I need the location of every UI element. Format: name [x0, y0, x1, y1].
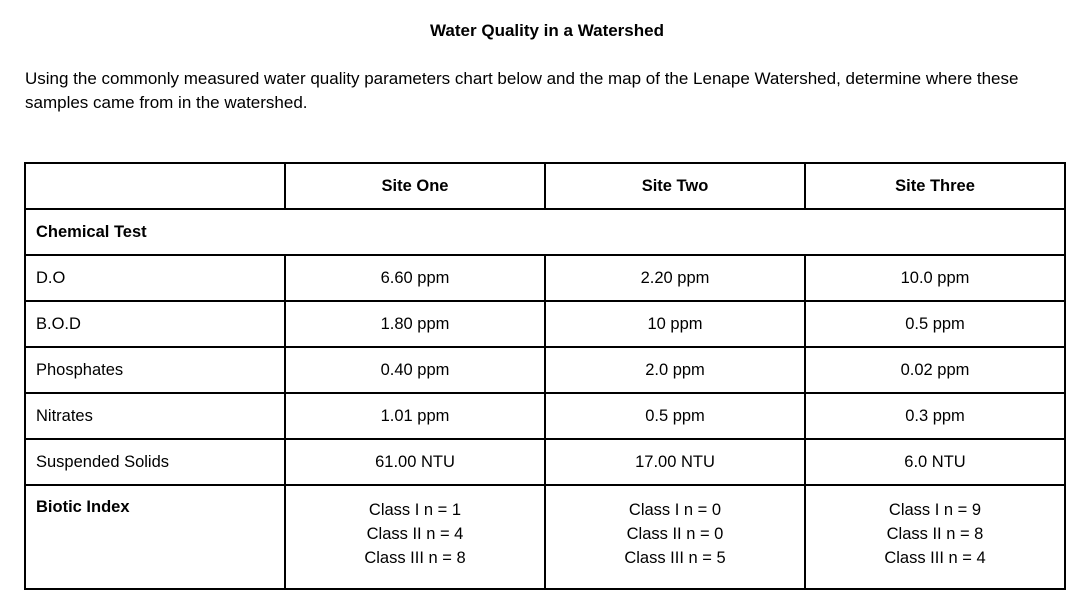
cell-bod-site-three: 0.5 ppm: [805, 301, 1065, 347]
table-header-row: [25, 163, 1065, 209]
biotic-class-ii: Class II n = 0: [626, 525, 724, 543]
water-quality-table: [24, 162, 1066, 590]
header-site-two: Site Two: [545, 163, 805, 209]
cell-phosphates-site-one: 0.40 ppm: [285, 347, 545, 393]
cell-biotic-site-three: [805, 485, 1065, 589]
biotic-class-ii: Class II n = 4: [366, 525, 464, 543]
cell-bod-site-two: 10 ppm: [545, 301, 805, 347]
table-row: [25, 439, 1065, 485]
table-row-biotic-index: [25, 485, 1065, 589]
cell-phosphates-site-two: 2.0 ppm: [545, 347, 805, 393]
cell-nitrates-site-three: 0.3 ppm: [805, 393, 1065, 439]
section-row-chemical-test: [25, 209, 1065, 255]
cell-biotic-site-one: [285, 485, 545, 589]
biotic-class-i: Class I n = 9: [888, 501, 982, 519]
cell-nitrates-site-one: 1.01 ppm: [285, 393, 545, 439]
header-cell-blank: [25, 163, 285, 209]
table-row: [25, 347, 1065, 393]
row-label-biotic-index: Biotic Index: [25, 485, 285, 589]
instructions-text: Using the commonly measured water quality parameters chart below and the map of the Lenape Watershed, determine where these samples came from in the watershed.: [25, 69, 1019, 112]
row-label-do: D.O: [25, 255, 285, 301]
cell-nitrates-site-two: 0.5 ppm: [545, 393, 805, 439]
cell-biotic-site-two: [545, 485, 805, 589]
table-row: [25, 255, 1065, 301]
row-label-bod: B.O.D: [25, 301, 285, 347]
cell-do-site-two: 2.20 ppm: [545, 255, 805, 301]
biotic-class-i: Class I n = 1: [368, 501, 462, 519]
table-row: [25, 393, 1065, 439]
table-row: [25, 301, 1065, 347]
cell-bod-site-one: 1.80 ppm: [285, 301, 545, 347]
header-site-one: Site One: [285, 163, 545, 209]
row-label-suspended-solids: Suspended Solids: [25, 439, 285, 485]
cell-do-site-one: 6.60 ppm: [285, 255, 545, 301]
biotic-class-iii: Class III n = 5: [624, 549, 726, 567]
cell-suspended-solids-site-one: 61.00 NTU: [285, 439, 545, 485]
row-label-nitrates: Nitrates: [25, 393, 285, 439]
biotic-class-ii: Class II n = 8: [886, 525, 984, 543]
biotic-class-iii: Class III n = 4: [884, 549, 986, 567]
page-title: Water Quality in a Watershed: [430, 21, 664, 40]
row-label-phosphates: Phosphates: [25, 347, 285, 393]
biotic-class-iii: Class III n = 8: [364, 549, 466, 567]
cell-do-site-three: 10.0 ppm: [805, 255, 1065, 301]
cell-phosphates-site-three: 0.02 ppm: [805, 347, 1065, 393]
cell-suspended-solids-site-two: 17.00 NTU: [545, 439, 805, 485]
cell-suspended-solids-site-three: 6.0 NTU: [805, 439, 1065, 485]
header-site-three: Site Three: [805, 163, 1065, 209]
biotic-class-i: Class I n = 0: [628, 501, 722, 519]
section-label-chemical-test: Chemical Test: [25, 209, 1065, 255]
